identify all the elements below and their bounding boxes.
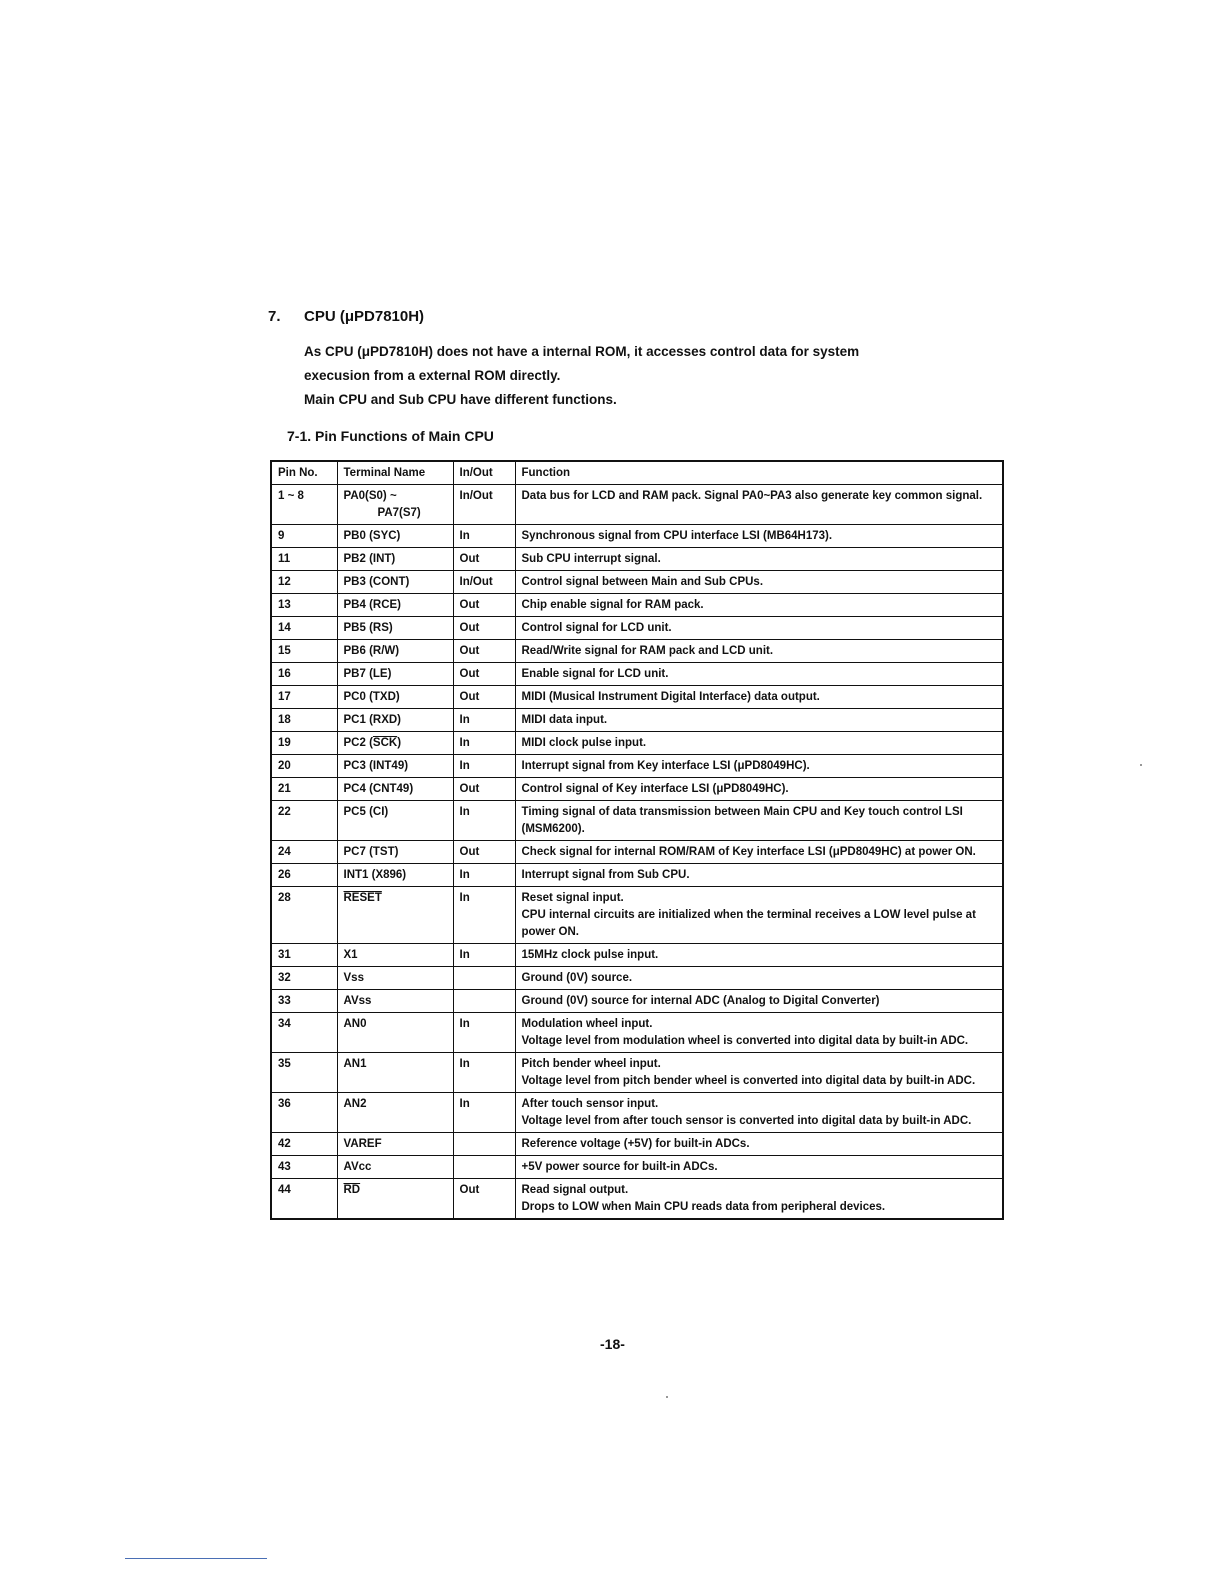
in-out: In <box>453 887 515 944</box>
table-row <box>271 1179 1003 1220</box>
function-description <box>515 1156 1003 1179</box>
terminal-name-line: PC0 (TXD) <box>343 691 400 703</box>
table-row <box>271 887 1003 944</box>
function-line: Voltage level from after touch sensor is converted into digital data by built-in ADC. <box>521 1115 972 1127</box>
terminal-name <box>337 967 453 990</box>
function-line: MIDI clock pulse input. <box>521 737 647 749</box>
in-out: In <box>453 755 515 778</box>
in-out: In <box>453 1093 515 1133</box>
terminal-name-line: AVss <box>343 995 372 1007</box>
pin-number: 32 <box>271 967 337 990</box>
terminal-name <box>337 709 453 732</box>
table-row <box>271 944 1003 967</box>
table-row <box>271 485 1003 525</box>
function-line: Modulation wheel input. <box>521 1018 653 1030</box>
function-line: Check signal for internal ROM/RAM of Key interface LSI (μPD8049HC) at power ON. <box>521 846 976 858</box>
function-description <box>515 732 1003 755</box>
in-out: Out <box>453 1179 515 1220</box>
terminal-name-line: PB5 (RS) <box>343 622 393 634</box>
table-row <box>271 755 1003 778</box>
page-number: -18- <box>600 1336 625 1352</box>
in-out: In <box>453 1013 515 1053</box>
table-body <box>271 485 1003 1220</box>
table-row <box>271 801 1003 841</box>
table-row <box>271 709 1003 732</box>
terminal-name-line: AVcc <box>343 1161 372 1173</box>
function-description <box>515 1133 1003 1156</box>
intro-line: Main CPU and Sub CPU have different functions. <box>304 392 617 407</box>
header-terminal-name: Terminal Name <box>337 461 453 485</box>
terminal-name-line: PB4 (RCE) <box>343 599 402 611</box>
terminal-name-line: AN0 <box>343 1018 367 1030</box>
terminal-name-line: PC5 (CI) <box>343 806 389 818</box>
pin-number: 44 <box>271 1179 337 1220</box>
terminal-name <box>337 1093 453 1133</box>
terminal-name-line: PB3 (CONT) <box>343 576 410 588</box>
table-row <box>271 525 1003 548</box>
function-description <box>515 967 1003 990</box>
function-description <box>515 778 1003 801</box>
terminal-name-line: AN1 <box>343 1058 367 1070</box>
terminal-name-line: PB0 (SYC) <box>343 530 401 542</box>
terminal-name-line: PC1 (RXD) <box>343 714 402 726</box>
terminal-name-line: $\overline{RD}$ <box>343 1184 361 1196</box>
in-out: In <box>453 732 515 755</box>
pin-number: 19 <box>271 732 337 755</box>
table-row <box>271 1053 1003 1093</box>
terminal-name-line: INT1 (X896) <box>343 869 407 881</box>
pin-number: 22 <box>271 801 337 841</box>
terminal-name-line: PB6 (R/W) <box>343 645 400 657</box>
function-description <box>515 1053 1003 1093</box>
section-number: 7. <box>268 308 281 325</box>
pin-number: 33 <box>271 990 337 1013</box>
terminal-name <box>337 594 453 617</box>
terminal-name <box>337 841 453 864</box>
terminal-name <box>337 1013 453 1053</box>
section-title <box>268 308 424 325</box>
header-in-out: In/Out <box>453 461 515 485</box>
in-out: In/Out <box>453 571 515 594</box>
table-row <box>271 990 1003 1013</box>
terminal-name <box>337 525 453 548</box>
pin-number: 28 <box>271 887 337 944</box>
terminal-name-line: PC7 (TST) <box>343 846 399 858</box>
function-description <box>515 548 1003 571</box>
intro-paragraph <box>304 340 944 412</box>
scan-speck <box>666 1396 668 1398</box>
terminal-name <box>337 1053 453 1093</box>
section-title-text: CPU (μPD7810H) <box>304 308 425 325</box>
function-line: +5V power source for built-in ADCs. <box>521 1161 718 1173</box>
function-description <box>515 864 1003 887</box>
function-line: MIDI data input. <box>521 714 608 726</box>
scan-speck <box>1140 764 1142 766</box>
table-row <box>271 967 1003 990</box>
function-line: Ground (0V) source. <box>521 972 633 984</box>
pin-number: 36 <box>271 1093 337 1133</box>
terminal-name <box>337 732 453 755</box>
terminal-name-line: PC2 $(\overline{SCK})$ <box>343 737 402 749</box>
in-out <box>453 967 515 990</box>
pin-number: 17 <box>271 686 337 709</box>
function-line: Read signal output. <box>521 1184 629 1196</box>
in-out: In <box>453 801 515 841</box>
in-out: Out <box>453 841 515 864</box>
function-line: CPU internal circuits are initialized when the terminal receives a LOW level pulse at power ON. <box>521 909 976 938</box>
function-line: Read/Write signal for RAM pack and LCD unit. <box>521 645 774 657</box>
table-row <box>271 686 1003 709</box>
pin-number: 12 <box>271 571 337 594</box>
table-row <box>271 732 1003 755</box>
function-line: Enable signal for LCD unit. <box>521 668 669 680</box>
terminal-name <box>337 1179 453 1220</box>
function-description <box>515 755 1003 778</box>
pin-number: 21 <box>271 778 337 801</box>
function-line: Interrupt signal from Key interface LSI (μPD8049HC). <box>521 760 810 772</box>
function-line: Control signal for LCD unit. <box>521 622 672 634</box>
function-description <box>515 640 1003 663</box>
function-line: Chip enable signal for RAM pack. <box>521 599 704 611</box>
table-row <box>271 1133 1003 1156</box>
function-description <box>515 663 1003 686</box>
terminal-name-line: PC4 (CNT49) <box>343 783 414 795</box>
function-description <box>515 801 1003 841</box>
in-out <box>453 1133 515 1156</box>
table-row <box>271 617 1003 640</box>
pin-number: 26 <box>271 864 337 887</box>
pin-functions-table <box>270 460 1004 1220</box>
function-description <box>515 887 1003 944</box>
pin-number: 18 <box>271 709 337 732</box>
footer-rule <box>125 1558 267 1559</box>
terminal-name <box>337 887 453 944</box>
table-row <box>271 864 1003 887</box>
function-description <box>515 1013 1003 1053</box>
function-line: Sub CPU interrupt signal. <box>521 553 661 565</box>
function-line: Voltage level from pitch bender wheel is converted into digital data by built-in ADC. <box>521 1075 976 1087</box>
table-row <box>271 663 1003 686</box>
function-line: 15MHz clock pulse input. <box>521 949 659 961</box>
intro-line: As CPU (μPD7810H) does not have a internal ROM, it accesses control data for system <box>304 344 860 359</box>
terminal-name <box>337 548 453 571</box>
in-out: In <box>453 864 515 887</box>
terminal-name <box>337 778 453 801</box>
table-row <box>271 640 1003 663</box>
header-function: Function <box>515 461 1003 485</box>
function-line: Control signal of Key interface LSI (μPD8049HC). <box>521 783 789 795</box>
pin-number: 34 <box>271 1013 337 1053</box>
subsection-title: 7-1. Pin Functions of Main CPU <box>287 428 494 444</box>
intro-line: execusion from a external ROM directly. <box>304 368 561 383</box>
table-row <box>271 1013 1003 1053</box>
function-line: Interrupt signal from Sub CPU. <box>521 869 690 881</box>
function-description <box>515 571 1003 594</box>
terminal-name <box>337 801 453 841</box>
terminal-name <box>337 663 453 686</box>
function-description <box>515 1179 1003 1220</box>
terminal-name-line: PB2 (INT) <box>343 553 396 565</box>
pin-number: 43 <box>271 1156 337 1179</box>
terminal-name <box>337 640 453 663</box>
in-out: Out <box>453 640 515 663</box>
terminal-name-line: VAREF <box>343 1138 382 1150</box>
table-row <box>271 841 1003 864</box>
in-out: Out <box>453 778 515 801</box>
in-out: In <box>453 525 515 548</box>
in-out <box>453 990 515 1013</box>
in-out: In/Out <box>453 485 515 525</box>
function-line: Ground (0V) source for internal ADC (Analog to Digital Converter) <box>521 995 880 1007</box>
function-description <box>515 841 1003 864</box>
pin-number: 16 <box>271 663 337 686</box>
pin-number: 11 <box>271 548 337 571</box>
table-row <box>271 594 1003 617</box>
pin-number: 1 ~ 8 <box>271 485 337 525</box>
in-out: Out <box>453 686 515 709</box>
terminal-name-line: PA7(S7) <box>377 507 421 519</box>
function-line: Synchronous signal from CPU interface LSI (MB64H173). <box>521 530 833 542</box>
pin-number: 13 <box>271 594 337 617</box>
function-line: MIDI (Musical Instrument Digital Interface) data output. <box>521 691 820 703</box>
terminal-name-line: X1 <box>343 949 358 961</box>
terminal-name-line: RESET <box>343 892 382 904</box>
terminal-name <box>337 571 453 594</box>
terminal-name <box>337 755 453 778</box>
terminal-name <box>337 617 453 640</box>
function-line: Pitch bender wheel input. <box>521 1058 661 1070</box>
terminal-name <box>337 1156 453 1179</box>
table-row <box>271 571 1003 594</box>
terminal-name <box>337 944 453 967</box>
terminal-name-line: Vss <box>343 972 364 984</box>
in-out: In <box>453 944 515 967</box>
table-row <box>271 1156 1003 1179</box>
function-line: After touch sensor input. <box>521 1098 659 1110</box>
function-description <box>515 617 1003 640</box>
pin-number: 14 <box>271 617 337 640</box>
table-row <box>271 1093 1003 1133</box>
pin-number: 24 <box>271 841 337 864</box>
in-out: Out <box>453 594 515 617</box>
in-out: In <box>453 1053 515 1093</box>
terminal-name-line: AN2 <box>343 1098 367 1110</box>
function-description <box>515 686 1003 709</box>
function-line: Reset signal input. <box>521 892 624 904</box>
pin-number: 31 <box>271 944 337 967</box>
function-description <box>515 525 1003 548</box>
pin-number: 9 <box>271 525 337 548</box>
terminal-name-line: PA0(S0) ~ <box>343 490 397 502</box>
function-description <box>515 1093 1003 1133</box>
function-description <box>515 485 1003 525</box>
terminal-name <box>337 990 453 1013</box>
in-out: Out <box>453 663 515 686</box>
in-out: Out <box>453 617 515 640</box>
function-line: Control signal between Main and Sub CPUs. <box>521 576 764 588</box>
function-line: Reference voltage (+5V) for built-in ADCs. <box>521 1138 750 1150</box>
table-row <box>271 778 1003 801</box>
terminal-name <box>337 686 453 709</box>
terminal-name <box>337 864 453 887</box>
function-line: Data bus for LCD and RAM pack. Signal PA0~PA3 also generate key common signal. <box>521 490 983 502</box>
table-header-row <box>271 461 1003 485</box>
terminal-name-line: PC3 (INT49) <box>343 760 409 772</box>
terminal-name <box>337 485 453 525</box>
pin-number: 35 <box>271 1053 337 1093</box>
table-row <box>271 548 1003 571</box>
function-description <box>515 594 1003 617</box>
terminal-name-line: PB7 (LE) <box>343 668 392 680</box>
function-description <box>515 709 1003 732</box>
pin-number: 20 <box>271 755 337 778</box>
pin-number: 42 <box>271 1133 337 1156</box>
function-description <box>515 990 1003 1013</box>
in-out: In <box>453 709 515 732</box>
in-out <box>453 1156 515 1179</box>
function-description <box>515 944 1003 967</box>
terminal-name <box>337 1133 453 1156</box>
function-line: Drops to LOW when Main CPU reads data from peripheral devices. <box>521 1201 886 1213</box>
function-line: Timing signal of data transmission between Main CPU and Key touch control LSI (MSM6200). <box>521 806 963 835</box>
header-pin-no: Pin No. <box>271 461 337 485</box>
function-line: Voltage level from modulation wheel is converted into digital data by built-in ADC. <box>521 1035 969 1047</box>
in-out: Out <box>453 548 515 571</box>
pin-number: 15 <box>271 640 337 663</box>
